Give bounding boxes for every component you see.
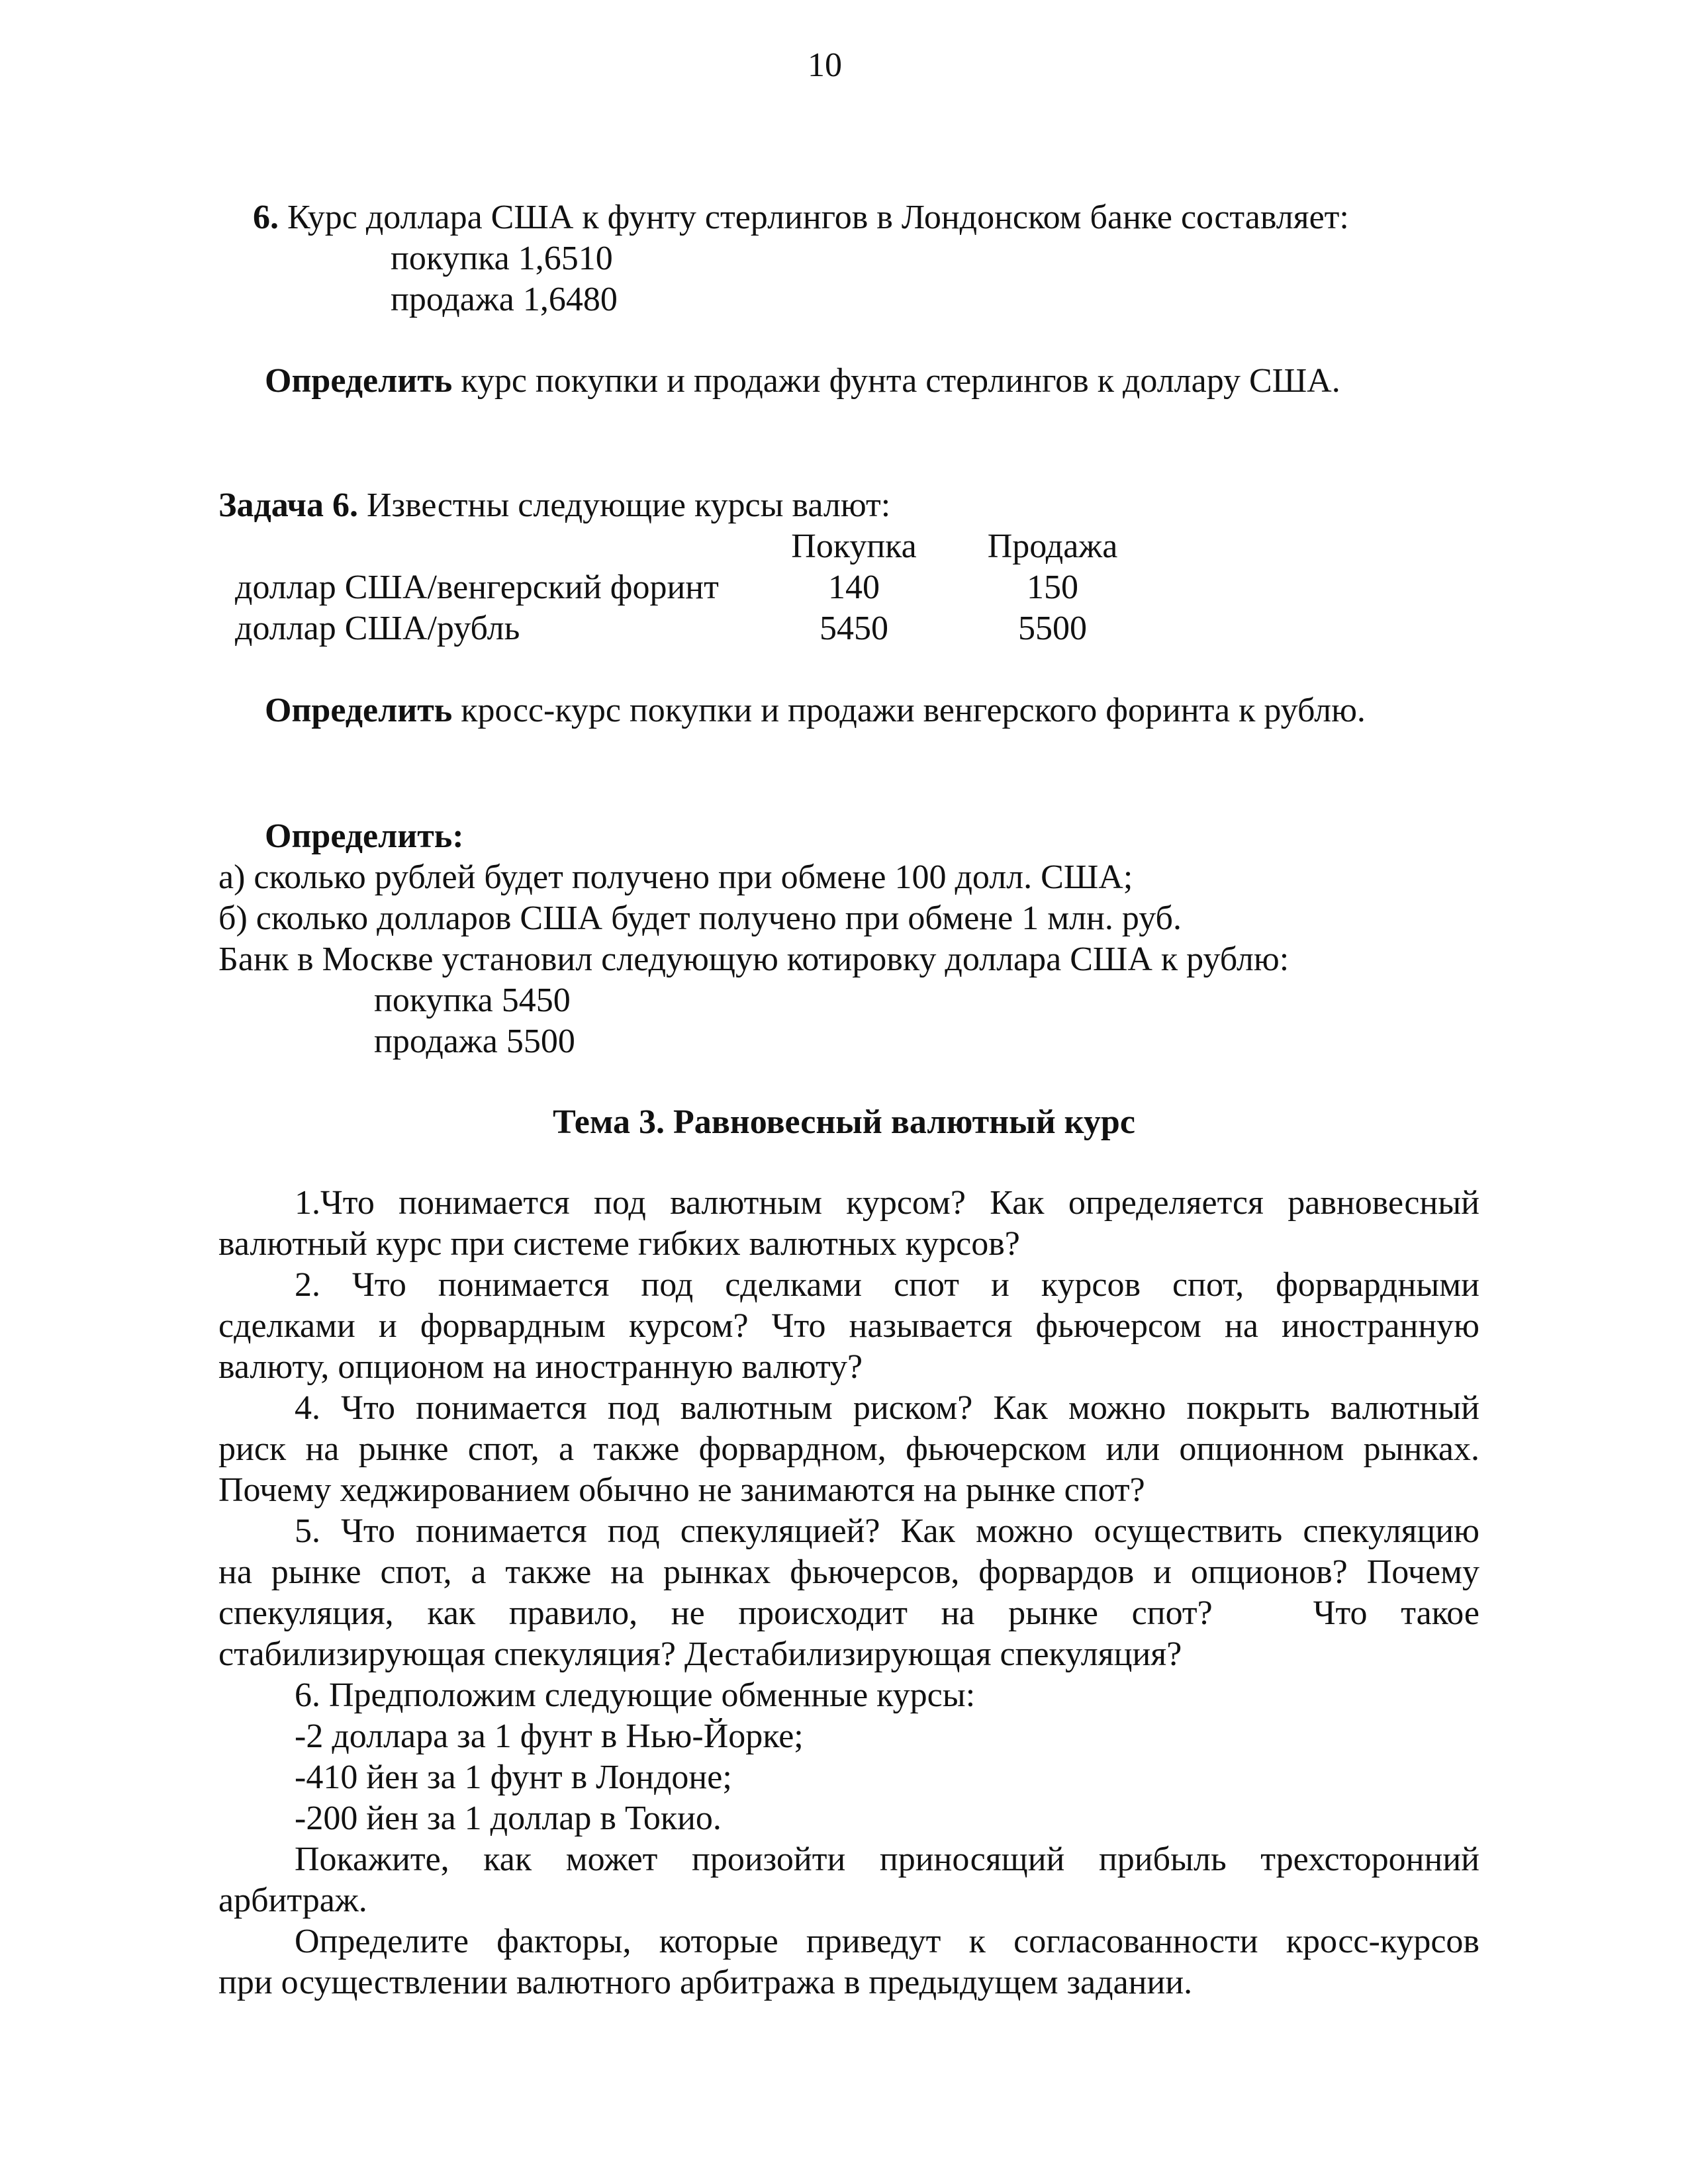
task-prev-intro-text: Курс доллара США к фунту стерлингов в Лондонском банке составляет: xyxy=(287,199,1349,236)
q6-rate-london: -410 йен за 1 фунт в Лондоне; xyxy=(295,1758,732,1796)
table-row-pair: доллар США/венгерский форинт xyxy=(235,569,719,606)
factors-line2: при осуществлении валютного арбитража в предыдущем задании. xyxy=(218,1964,1193,2001)
table-header-buy: Покупка xyxy=(791,527,917,565)
q2-line2: сделками и форвардным курсом? Что называется фьючерсом на иностранную xyxy=(218,1307,1479,1345)
task6-title-text: Известны следующие курсы валют: xyxy=(367,486,891,524)
table-row-buy: 5450 xyxy=(820,610,888,647)
task6-title xyxy=(218,485,890,526)
page-number: 10 xyxy=(808,46,842,84)
table-header-sell: Продажа xyxy=(987,527,1118,565)
table-row-sell: 5500 xyxy=(1018,610,1087,647)
q5-line3: спекуляция, как правило, не происходит на рынке спот? Что такое xyxy=(218,1594,1479,1632)
q6-rate-tokyo: -200 йен за 1 доллар в Токио. xyxy=(295,1799,722,1837)
task6-determine xyxy=(265,690,1366,731)
table-row-sell: 150 xyxy=(1027,569,1078,606)
task6-determine-bold: Определить xyxy=(265,692,453,729)
q2-line1: 2. Что понимается под сделками спот и курсов спот, форвардными xyxy=(295,1266,1479,1304)
q6-intro: 6. Предположим следующие обменные курсы: xyxy=(295,1676,976,1714)
task-prev-buy: покупка 1,6510 xyxy=(391,240,613,277)
table-row-pair: доллар США/рубль xyxy=(235,610,520,647)
q4-line1: 4. Что понимается под валютным риском? Как можно покрыть валютный xyxy=(295,1389,1479,1427)
task-prev-sell: продажа 1,6480 xyxy=(391,281,618,318)
q2-line3: валюту, опционом на иностранную валюту? xyxy=(218,1348,863,1386)
q6-rate-newyork: -2 доллара за 1 фунт в Нью-Йорке; xyxy=(295,1717,804,1755)
q1-line2: валютный курс при системе гибких валютных курсов? xyxy=(218,1225,1020,1263)
factors-line1: Определите факторы, которые приведут к согласованности кросс-курсов xyxy=(295,1923,1479,1960)
q5-line2: на рынке спот, а также на рынках фьючерсов, форвардов и опционов? Почему xyxy=(218,1553,1479,1591)
show-line1: Покажите, как может произойти приносящий прибыль трехсторонний xyxy=(295,1841,1479,1878)
q1-line1: 1.Что понимается под валютным курсом? Как определяется равновесный xyxy=(295,1184,1479,1222)
q4-line2: риск на рынке спот, а также форвардном, фьючерском или опционном рынках. xyxy=(218,1430,1479,1468)
task6-determine-text: кросс-курс покупки и продажи венгерского форинта к рублю. xyxy=(461,692,1366,729)
show-line2: арбитраж. xyxy=(218,1882,367,1919)
moscow-buy: покупка 5450 xyxy=(374,981,571,1019)
table-row-buy: 140 xyxy=(828,569,880,606)
moscow-bank-quote: Банк в Москве установил следующую котировку доллара США к рублю: xyxy=(218,940,1289,978)
moscow-sell: продажа 5500 xyxy=(374,1023,575,1060)
task-prev-determine-bold: Определить xyxy=(265,362,453,400)
task-prev-number: 6. xyxy=(253,199,279,236)
task-prev-determine-text: курс покупки и продажи фунта стерлингов к доллару США. xyxy=(461,362,1340,400)
q5-line4: стабилизирующая спекуляция? Дестабилизирующая спекуляция? xyxy=(218,1635,1182,1673)
moscow-determine: Определить: xyxy=(265,817,464,855)
task-prev-determine xyxy=(265,361,1340,402)
task-prev-intro xyxy=(253,197,1349,238)
moscow-item-a: а) сколько рублей будет получено при обмене 100 долл. США; xyxy=(218,858,1133,896)
q4-line3: Почему хеджированием обычно не занимаются на рынке спот? xyxy=(218,1471,1145,1509)
task6-title-bold: Задача 6. xyxy=(218,486,358,524)
topic3-title: Тема 3. Равновесный валютный курс xyxy=(553,1103,1135,1141)
moscow-item-b: б) сколько долларов США будет получено при обмене 1 млн. руб. xyxy=(218,899,1182,937)
q5-line1: 5. Что понимается под спекуляцией? Как можно осуществить спекуляцию xyxy=(295,1512,1479,1550)
